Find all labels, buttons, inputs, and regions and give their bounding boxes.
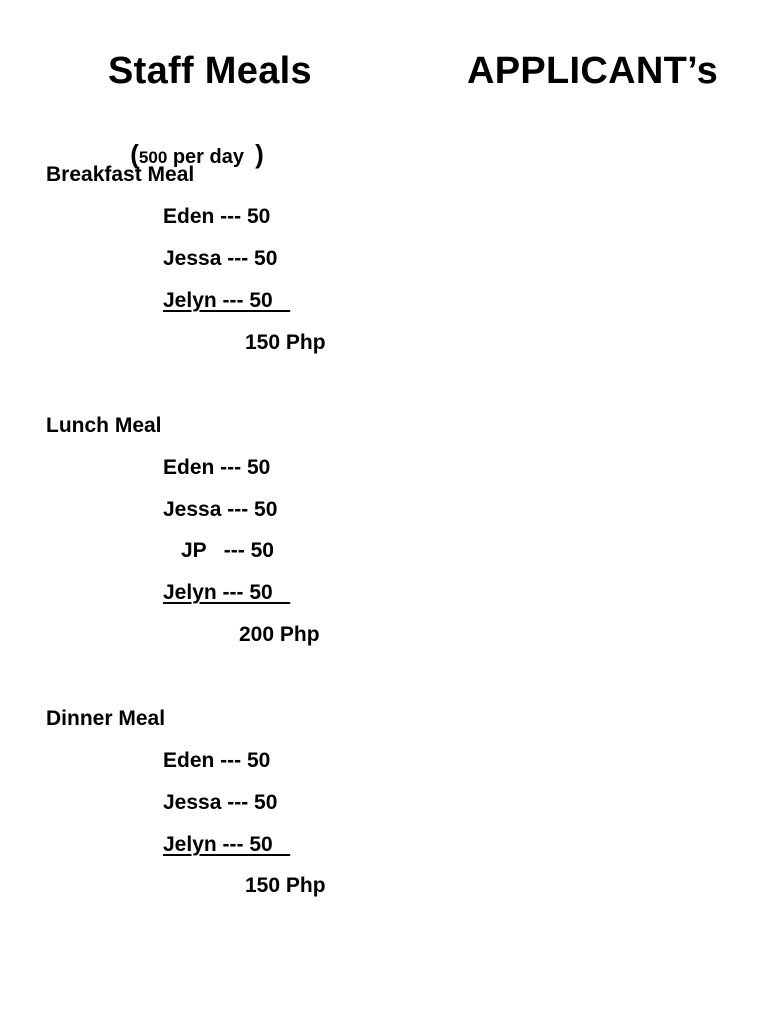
dinner-entry-jelyn: Jelyn --- 50 xyxy=(163,833,291,856)
breakfast-total: 150 Php xyxy=(245,331,326,354)
lunch-heading: Lunch Meal xyxy=(46,414,162,437)
budget-text: per day xyxy=(167,146,256,168)
lunch-entry-eden: Eden --- 50 xyxy=(163,456,271,479)
dinner-heading: Dinner Meal xyxy=(46,707,166,730)
lunch-entry-jelyn: Jelyn --- 50 xyxy=(163,581,291,604)
breakfast-entry-jelyn: Jelyn --- 50 xyxy=(163,289,291,312)
applicants-title: APPLICANT’s xyxy=(467,50,719,92)
dinner-total: 150 Php xyxy=(245,874,326,897)
lunch-total: 200 Php xyxy=(239,623,320,646)
dinner-entry-jessa: Jessa --- 50 xyxy=(163,791,278,814)
lunch-entry-jessa: Jessa --- 50 xyxy=(163,498,278,521)
dinner-entry-eden: Eden --- 50 xyxy=(163,749,271,772)
budget-open-paren: ( xyxy=(130,139,139,169)
breakfast-entry-eden: Eden --- 50 xyxy=(163,205,271,228)
lunch-entry-jp: JP --- 50 xyxy=(181,539,274,562)
breakfast-entry-jessa: Jessa --- 50 xyxy=(163,247,278,270)
page-title: Staff Meals xyxy=(108,50,312,92)
budget-close-paren: ) xyxy=(255,139,264,169)
budget-amount: 500 xyxy=(138,148,168,167)
breakfast-heading: Breakfast Meal xyxy=(46,163,195,186)
